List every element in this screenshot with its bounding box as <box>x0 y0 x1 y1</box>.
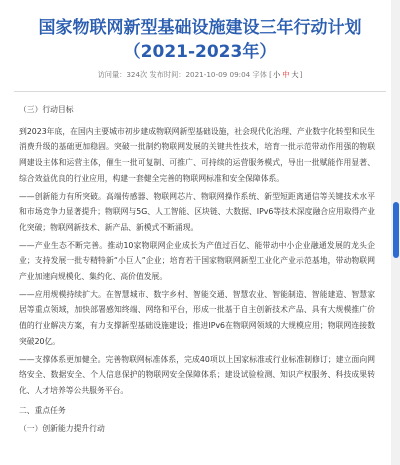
paragraph-goal-overview: 到2023年底，在国内主要城市初步建成物联网新型基础设施，社会现代化治理、产业数字化转型和民生消费升级的基础更加稳固。突破一批制约物联网发展的关键共性技术，培育一批示范带动作用强的物联网建设主体和运营主体，催生一批可复制、可推广、可持续的运营服务模式，导出一批赋能作用显著、综合效益优良的行业应用，构建一套健全完善的物联网标准和安全保障体系。 <box>19 126 375 183</box>
font-size-small-link[interactable]: 小 <box>272 70 281 79</box>
section-heading-tasks: 二、重点任务 <box>19 405 66 415</box>
article-body <box>19 102 375 465</box>
paragraph-innovation: ——创新能力有所突破。高端传感器、物联网芯片、物联网操作系统、新型短距离通信等关键技术水平和市场竞争力显著提升；物联网与5G、人工智能、区块链、大数据、IPv6等技术深度融合应用取得产业化突破；物联网新技术、新产品、新模式不断涌现。 <box>19 191 375 232</box>
views-and-date: 访问量：324次 发布时间：2021-10-09 09:04 字体 [ <box>97 70 272 79</box>
scrollbar-thumb[interactable] <box>393 202 399 258</box>
article-meta <box>0 70 400 80</box>
font-size-medium-link[interactable]: 中 <box>282 70 290 79</box>
paragraph-support: ——支撑体系更加健全。完善物联网标准体系，完成40项以上国家标准或行业标准制修订；建立面向网络安全、数据安全、个人信息保护的物联网安全保障体系；建设试验检测、知识产权服务、科技成果转化、人才培养等公共服务平台。 <box>19 354 375 395</box>
scrollbar-track[interactable] <box>391 0 400 465</box>
paragraph-ecosystem: ——产业生态不断完善。推动10家物联网企业成长为产值过百亿、能带动中小企业融通发展的龙头企业；支持发展一批专精特新“小巨人”企业；培育若干国家物联网新型工业化产业示范基地，带动物联网产业加速向规模化、集约化、高价值发展。 <box>19 240 375 282</box>
paragraph-application: ——应用规模持续扩大。在智慧城市、数字乡村、智能交通、智慧农业、智能制造、智能建造、智慧家居等重点领域，加快部署感知终端、网络和平台，形成一批基于自主创新技术产品、具有大规模推广价值的行业解决方案，有力支撑新型基础设施建设；推进IPv6在物联网领域的大规模应用；物联网连接数突破20亿。 <box>19 289 375 346</box>
title-divider <box>14 91 386 92</box>
article-title: 国家物联网新型基础设施建设三年行动计划（2021-2023年） <box>38 18 362 62</box>
section-heading-goals: （三）行动目标 <box>19 105 74 114</box>
meta-close-bracket: ] <box>299 70 303 79</box>
font-size-large-link[interactable]: 大 <box>291 70 299 79</box>
subsection-heading-innovation-action: （一）创新能力提升行动 <box>19 424 105 434</box>
